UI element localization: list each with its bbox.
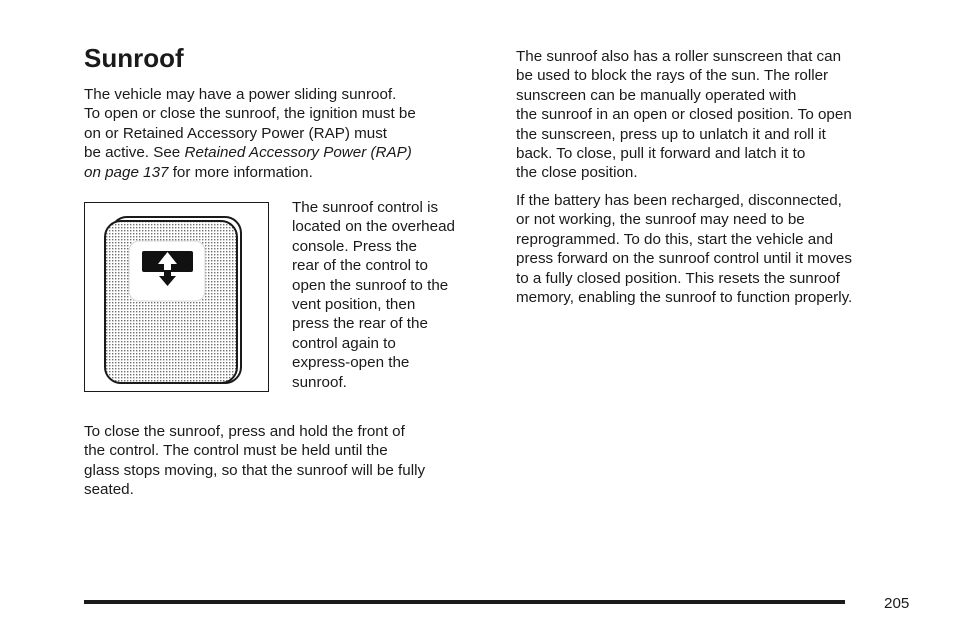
text-line: on or Retained Accessory Power (RAP) must [84,124,388,142]
control-paragraph [292,198,455,392]
sunroof-control-switch-icon [85,203,267,390]
text-line: or not working, the sunroof may need to be [516,211,805,229]
text-line: If the battery has been recharged, disconnected, [516,192,842,209]
text-line: sunscreen can be manually operated with [516,86,797,104]
text-line: rear of the control to [292,257,428,275]
text-line: memory, enabling the sunroof to function properly. [516,289,853,307]
text-line: back. To close, pull it forward and latch it to [516,145,806,163]
text-line: To open or close the sunroof, the ignition must be [84,105,416,123]
text-line: sunroof. [292,373,347,391]
sunroof-control-figure [84,202,269,392]
text-line: the sunscreen, press up to unlatch it and roll it [516,125,826,143]
text-line: the close position. [516,164,638,182]
text-line: reprogrammed. To do this, start the vehicle and [516,230,834,248]
text-line: press the rear of the [292,315,428,333]
text-line: the sunroof in an open or closed position. To open [516,106,852,124]
page-reference: Retained Accessory Power (RAP) [184,144,412,162]
sunscreen-paragraph [516,47,852,183]
text-line: the control. The control must be held until the [84,442,388,460]
text-line [84,143,416,162]
text-line: To close the sunroof, press and hold the front of [84,423,405,440]
text-line: The sunroof also has a roller sunscreen that can [516,48,842,65]
text-line: located on the overhead [292,218,455,236]
text-line: The vehicle may have a power sliding sunroof. [84,86,397,103]
text-line: be used to block the rays of the sun. The roller [516,67,829,85]
text-line: seated. [84,481,134,499]
text-line: express-open the [292,354,410,372]
battery-paragraph [516,191,852,307]
footer-rule [84,600,845,604]
text-line [84,163,416,182]
text-line: open the sunroof to the [292,276,449,294]
text-line: The sunroof control is [292,199,439,216]
text-line: control again to [292,334,396,352]
text-line: vent position, then [292,296,416,314]
text-line: glass stops moving, so that the sunroof will be fully [84,461,426,479]
text-fragment: for more information. [168,163,313,181]
text-fragment: be active. See [84,144,185,162]
text-line: to a fully closed position. This resets the sunroof [516,269,840,287]
intro-paragraph [84,85,416,182]
close-paragraph [84,422,425,500]
page-number: 205 [884,595,910,612]
text-line: press forward on the sunroof control until it moves [516,250,852,268]
text-line: console. Press the [292,237,417,255]
page-reference: on page 137 [84,163,169,181]
section-title: Sunroof [84,43,184,73]
